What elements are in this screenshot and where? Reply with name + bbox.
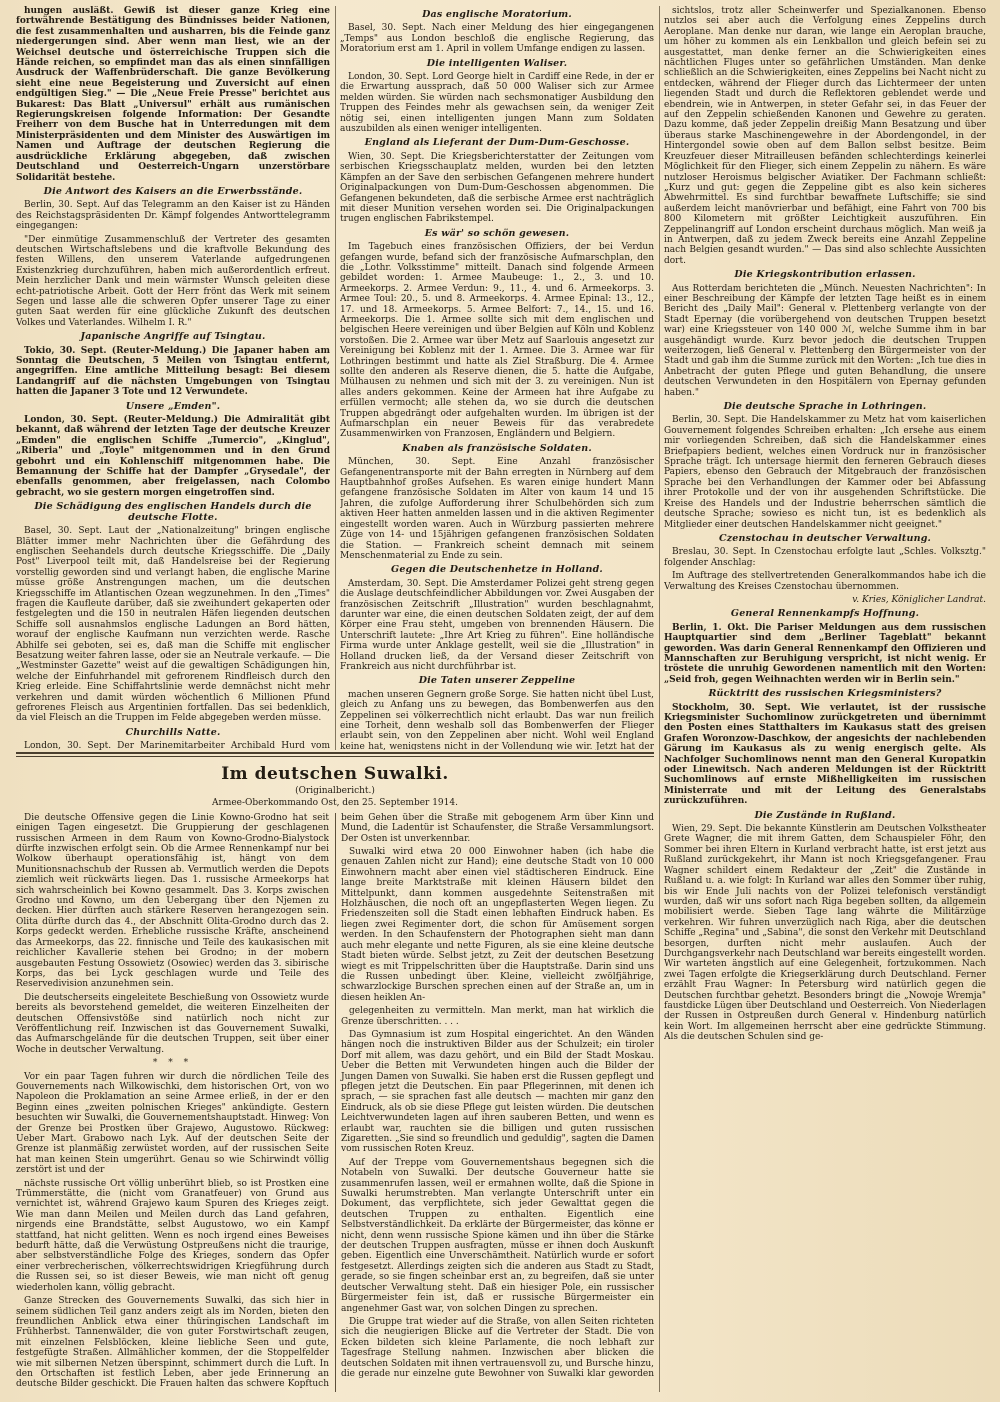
article-paragraph: Die deutsche Offensive gegen die Linie Kowno-Grodno hat seit einigen Tagen eingesetzt. Die Gruppierung der geschlagenen russischen Armeen in dem Raum von Kowno-Grodno-Bialystock dürfte inzwischen erfolgt sein. Ob die Armee Rennenkampf nur bei Wolkow überhaupt operationsfähig ist, hängt von dem Munitionsnachschub der Russen ab. Vermutlich werden die Depots ziemlich weit rückwärts liegen. Das 1. russische Armeekorps hat sich wahrscheinlich bei Kowno gesammelt. Das 3. Korps zwischen Grodno und Kowno, um den Uebergang über den Njemen zu decken. Hier dürften auch stärkere Reserven herangezogen sein. Olita dürfte durch das 4., der Abschnitt Olita-Grodno durch das 2. Korps gedeckt werden. Erhebliche russische Kräfte, anscheinend das Armeekorps, das 22. finnische und Teile des kaukasischen mit reichlicher Kavallerie stehen bei Grodno; in der mobern ausgebauten Festung Ossowietz (Osowiec) werden das 3. sibirische Korps, das bei Lyck geschlagen wurde und Teile des Reservedivision anzunehmen sein. <box>16 812 329 990</box>
article-paragraph: Berlin, 30. Sept. Auf das Telegramm an den Kaiser ist zu Händen des Reichstagspräsidenten Dr. Kämpf folgendes Antworttelegramm eingegangen: <box>16 200 330 232</box>
article-headline: England als Lieferant der Dum-Dum-Geschosse. <box>364 137 630 149</box>
article-paragraph: sichtslos, trotz aller Scheinwerfer und Spezialkanonen. Ebenso nutzlos sei aber auch die Verfolgung eines Zeppelins durch Aeroplane. Man denke nur daran, wie lange ein Aeroplan brauche, um höher zu kommen als ein Lenkballon und gleich befein sei zu ausgestattet, man denke ferner an die Schwierigkeiten eines nächtlichen Fluges unter so gefährlichen Umständen. Man denke schließlich an die Schwierigkeiten, eines Zeppelins bei Nacht nicht zu entdecken, während der Flieger durch das Lichtermeer der unten liegenden Stadt und durch die Reflektoren geblendet werde und ebendrein, wie in Antwerpen, in steter Gefahr sei, in das Feuer der auf den Zeppelin schießenden Kanonen und Gewehre zu geraten. Dazu komme, daß jeder Zeppelin dreißig Mann Besatzung und über überaus starke Maschinengewehre in der Abordengondel, in der Hintergondel sowie oben auf dem Ballon selbst besitze. Beim Kreuzfeuer dieser Mitrailleusen befänden schlechterdings keinerlei Möglichkeit für den Flieger, sich einem Zeppelin zu nähern. Es wäre nutzloser Heroismus belgischer Aviatiker. Der Fachmann schließt: „Kurz und gut: gegen die Zeppeline gibt es also kein sicheres Abwehrmittel. Es sind furchtbar bewaffnete Luftschiffe; sie sind außerdem leicht manövrierbar und befähigt, eine Fahrt von 700 bis 800 Kilometern mit größter Leichtigkeit auszuführen. Ein Zeppelinangriff auf London erscheint durchaus möglich. Man weiß ja in Antwerpen, daß zu jedem Zweck bereits eine Anzahl Zeppeline nach Belgien gesandt wurden." — Das sind also schlechte Aussichten dort. <box>664 6 986 266</box>
article-paragraph: Im Tagebuch eines französischen Offiziers, der bei Verdun gefangen wurde, befand sich der französische Aufmarschplan, den die „Lothr. Volksstimme" mitteilt. Danach sind folgende Armeen gebildet worden: 1. Armee Maubeuge: 1., 2., 3. und 10. Armeekorps. 2. Armee Verdun: 9., 11., 4. und 6. Armeekorps. 3. Armee Toul: 20., 5. und 8. Armeekorps. 4. Armee Epinal: 13., 12., 17. und 18. Armeekorps. 5. Armee Belfort: 7., 14., 15. und 16. Armeekorps. Die 1. Armee sollte sich mit dem englischen und belgischen Heere vereinigen und über Belgien auf Köln und Koblenz vorstoßen. Die 2. Armee war über Metz auf Saarlouis angesetzt zur Vereinigung bei Koblenz mit der 1. Armee. Die 3. Armee war für Lothringen bestimmt und hatte als Ziel Straßburg. Die 4. Armee sollte den anderen als Reserve dienen, die 5. hatte die Aufgabe, Mülhausen zu nehmen und sich mit der 3. zu vereinigen. Nun ist alles anders gekommen. Keine der Armeen hat ihre Aufgabe zu erfüllen vermocht; alle stehen da, wo sie durch die deutschen Truppen abgedrängt oder aufgehalten wurden. Im übrigen ist der Aufmarschplan ein neuer Beweis für das verabredete Zusammenwirken von Franzosen, Engländern und Belgiern. <box>340 242 654 440</box>
feature-title: Im deutschen Suwalki. <box>221 764 449 784</box>
article-paragraph: Die Gruppe trat wieder auf die Straße, von allen Seiten richteten sich die neugierigen Blicke auf die Vertreter der Stadt. Die von Ecken bildeten sich kleine Parlamente, die noch lebhaft zur Tagesfrage Stellung nahmen. Inzwischen aber blicken die deutschen Soldaten mit ihnen vertrauensvoll zu, und Bursche hinzu, die gerade nur einzelne gute Bewohner von Suwalki klar geworden <box>341 1316 654 1379</box>
article-headline: Knaben als französische Soldaten. <box>402 442 592 454</box>
article-headline: Unsere „Emden". <box>125 400 221 412</box>
article-headline: Gegen die Deutschenhetze in Holland. <box>391 564 603 576</box>
column-left <box>16 6 330 750</box>
article-headline: Das englische Moratorium. <box>422 9 572 20</box>
feature-subtitle: (Originalbericht.) <box>295 786 375 796</box>
article-headline: Rücktritt des russischen Kriegsministers? <box>708 688 942 700</box>
article-headline: Die Zustände in Rußland. <box>754 809 896 821</box>
article-paragraph: Ganze Strecken des Gouvernements Suwalki, das sich hier in seinem südlichen Teil ganz anders zeigt als im Norden, bieten den freundlichen Anblick etwa einer thüringischen Landschaft im Frühherbst. Tannenwälder, die von guter Forstwirtschaft zeugen, mit einzelnen Felsblöcken, kleine liebliche Seen und gute, festgefügte Straßen. Allmählicher kommen, der die Stoppelfelder wie mit silbernen Netzen überspinnt, schimmert durch die Luft. In den Ortschaften ist festlich Leben, aber jede Erinnerung an deutsche Bilder geschickt. Die Frauen halten das schwere Kopftuch beim Gehen über die Straße mit gebogenem Arm über Kinn und Mund, die Ladentür ist Schaufenster, die Straße Versammlungsort. Der Osten ist unverkennbar. <box>16 812 654 1390</box>
article-paragraph: München, 30. Sept. Eine Anzahl französischer Gefangenentransporte mit der Bahn erregten in Nürnberg auf dem Hauptbahnhof großes Aufsehen. Es waren einige hundert Mann gefangene französische Soldaten im Alter von kaum 14 und 15 Jahren, die zufolge Aufforderung ihrer Schulbehörden sich zum aktiven Heer hatten anmelden lassen und in die aktiven Regimenter eingestellt worden waren. Auch in Würzburg passierten mehrere Züge von 14- und 15jährigen gefangenen französischen Soldaten die Station. — Frankreich scheint demnach mit seinem Menschenmaterial zu Ende zu sein. <box>340 457 654 561</box>
feature-article <box>16 762 654 1392</box>
article-headline: Czenstochau in deutscher Verwaltung. <box>718 532 932 544</box>
article-paragraph: Vor ein paar Tagen fuhren wir durch die nördlichen Teile des Gouvernements nach Wilkowischki, dem historischen Ort, von wo Napoleon die Proklamation an seine Armee erließ, in der er den Beginn eines „zweiten polnischen Krieges" ankündigte. Gestern besuchten wir Suwalki, die Gouvernementshauptstadt. Hinweg: Von der Grenze bei Prostken über Grajewo, Augustowo. Rückweg: Ueber Mart. Grabowo nach Lyk. Auf der deutschen Seite der Grenze ist planmäßig zerwüstet worden, auf der russischen Seite hat man keinen Stein umgerührt. Genau so wie Schirwindt völlig zerstört ist und der <box>16 1071 329 1176</box>
article-paragraph: Breslau, 30. Sept. In Czenstochau erfolgte laut „Schles. Volksztg." folgender Anschlag: <box>664 547 986 568</box>
article-paragraph: gelegenheiten zu vermitteln. Man merkt, man hat wirklich die Grenze überschritten. . . . <box>341 1006 654 1027</box>
article-paragraph: Wien, 29. Sept. Die bekannte Künstlerin am Deutschen Volkstheater Grete Wagner, die mit ihrem Gatten, dem Schauspieler Föhr, den Sommer bei ihren Eltern in Kurland verbracht hatte, ist erst jetzt aus Rußland zurückgekehrt, ihr Mann ist noch Kriegsgefangener. Frau Wagner schildert einem Redakteur der „Zeit" die Zustände in Rußland u. a. wie folgt: In Kurland war alles den Sommer über ruhig, bis wir Ende Juli nachts von der Polizei telefonisch verständigt wurden, daß wir uns sofort nach Riga begeben sollten, da allgemein mobilisiert werde. Sieben Tage lang währte die Militärzüge verkehren. Wir fuhren unverzüglich nach Riga, aber die deutschen Schiffe „Regina" und „Sabina", die sonst den Verkehr mit Deutschland besorgen, durften nicht mehr auslaufen. Auch der Durchgangsverkehr nach Deutschland war bereits eingestellt worden. Wir warteten ängstlich auf eine Gelegenheit, fortzukommen. Nach zwei Tagen erfolgte die Kriegserklärung durch Deutschland. Ferner erzählt Frau Wagner: In Petersburg wird natürlich gegen die Deutschen furchtbar gehetzt. Besonders bringt die „Nowoje Wremja" faustdicke Lügen über Deutschland und Oesterreich. Von Niederlagen der Russen in Ostpreußen durch General v. Hindenburg natürlich kein Wort. Im allgemeinen herrscht aber eine gedrückte Stimmung. Als die deutschen Schulen sind ge- <box>664 824 986 1043</box>
article-paragraph: Wien, 30. Sept. Die Kriegsberichterstatter der Zeitungen vom serbischen Kriegsschauplatz melden, wurden bei den letzten Kämpfen an der Save den serbischen Gefangenen mehrere hundert Originalpackungen von Dum-Dum-Geschossen abgenommen. Die Gefangenen bekundeten, daß die serbische Armee erst nachträglich mit dieser Munition versehen worden sei. Die Originalpackungen trugen englischen Fabrikstempel. <box>340 151 654 225</box>
article-signature: v. Kries, Königlicher Landrat. <box>852 594 986 605</box>
article-headline: Japanische Angriffe auf Tsingtau. <box>80 331 266 343</box>
article-paragraph: London, 30. Sept. Lord George hielt in Cardiff eine Rede, in der er die Erwartung aussprach, daß 50 000 Waliser sich zur Armee melden würden. Sie würden nach sechsmonatiger Ausbildung den Truppen des Feindes mehr als gewachsen sein, da weniger Zeit nötig sei, einen intelligenten jungen Mann zum Soldaten auszubilden als einen weniger intelligenten. <box>340 72 654 135</box>
article-paragraph: Amsterdam, 30. Sept. Die Amsterdamer Polizei geht streng gegen die Auslage deutschfeindlicher Abbildungen vor. Zwei Ausgaben der französischen Zeitschrift „Illustration" wurden beschlagnahmt, darunter war eine, die einen deutschen Soldaten zeigt, der auf dem Körper eine Frau steht, umgeben von brennenden Häusern. Die Unterschrift lautete: „Ihre Art Krieg zu führen". Eine holländische Firma wurde unter Anklage gestellt, weil sie die „Illustration" in Holland drucken ließ, da der Versand dieser Zeitschrift von Frankreich aus nicht durchführbar ist. <box>340 578 654 672</box>
article-paragraph: London, 30. Sept. Der Marinemitarbeiter Archibald Hurd vom <box>24 741 330 750</box>
article-paragraph: Auf der Treppe vom Gouvernementshaus begegnen sich die Notabeln von Suwalki. Der deutsche Gouverneur hatte sie zusammenrufen lassen, weil er ermahnen wollte, daß die Spione in Suwalki herumstrebten. Man verlangte Unterschrift unter ein Dokument, das verpflichtete, sich jeder Gewalttat gegen die deutschen Truppen zu enthalten. Eigentlich eine Selbstverständlichkeit. Da erklärte der Bürgermeister, das könne er nicht, denn wenn russische Spione kämen und ihn über die Stärke der deutschen Truppen ausfragten, müsse er ihnen doch Auskunft geben. Eigentlich eine Unverschämtheit. Natürlich wurde er sofort festgesetzt. Allerdings zeigten sich die anderen aus Stadt zu Stadt, gerade, so sie fingen scheinbar erst an, zu begreifen, daß sie unter deutscher Verwaltung steht. Daß ein hiesiger Pole, ein russischer Bürgermeister fein ist, daß er russische Bürgermeister ein angenehmer Gast war, von solchen Dingen zu sprechen. <box>341 1157 654 1314</box>
article-headline: Die Antwort des Kaisers an die Erwerbsstände. <box>43 185 303 197</box>
article-paragraph: Berlin, 1. Okt. Die Pariser Meldungen aus dem russischen Hauptquartier sind dem „Berliner Tageblatt" bekannt geworden. Was darin General Rennenkampf den Offizieren und Mannschaften zur Beruhigung verspricht, ist nicht wenig. Er tröstete die unruhig Gewordenen namentlich mit den Worten: „Seid froh, gegen Weihnachten werden wir in Berlin sein." <box>664 622 986 685</box>
article-paragraph: nächste russische Ort völlig unberührt blieb, so ist Prostken eine Trümmerstätte, die (nicht vom Granatfeuer) von Grund aus vernichtet ist, während Grajewo kaum Spuren des Krieges zeigt. Wie man dann Meilen und Meilen durch das Land gefahren, nirgends eine Brandstätte, selbst Augustowo, wo ein Kampf stattfand, hat nicht gelitten. Wenn es noch irgend eines Beweises bedurft hätte, daß die Verwüstung Ostpreußens nicht die traurige, aber selbstverständliche Folge des Krieges, sondern das Opfer einer verbrecherischen, völkerrechtswidrigen Kriegführung durch die Russen sei, so ist dieser Beweis, wie man nicht oft genug wiederholen kann, völlig gebracht. <box>16 1178 329 1293</box>
article-paragraph: Basel, 30. Sept. Nach einer Meldung des hier eingegangenen „Temps" aus London beschloß die englische Regierung, das Moratorium erst am 1. April in vollem Umfange endigen zu lassen. <box>340 23 654 55</box>
article-headline: Die intelligenten Waliser. <box>426 57 568 69</box>
article-paragraph: Berlin, 30. Sept. Die Handelskammer zu Metz hat vom kaiserlichen Gouvernement folgendes Schreiben erhalten: „Ich ersehe aus einem mir vorliegenden Schreiben, daß sich die Handelskammer eines Briefpapiers bedient, welches einen Vordruck nur in französischer Sprache trägt. Ich untersage hiermit den ferneren Gebrauch dieses Papiers, ebenso den Gebrauch der Mitgebrauch der französischen Sprache bei den Verhandlungen der Kammer oder bei Abfassung ihrer Protokolle und der von ihr ausgehenden Schriftstücke. Die Kreise des Handels und der Industrie beherrschen sämtlich die deutsche Sprache; sowieso es nicht tun, ist es bedenklich als Mitglieder einer deutschen Handelskammer nicht geeignet." <box>664 415 986 530</box>
article-paragraph: machen unseren Gegnern große Sorge. Sie hatten nicht übel Lust, gleich zu Anfang uns zu bewegen, das Bombenwerfen aus den Zeppelinen sei völkerrechtlich nicht erlaubt. Das war nun freilich eine Torheit, denn weshalb soll das Bombenwerfen der Flieger erlaubt sein, von den Zeppelinen aber nicht. Wohl weil England keine hat, wenigstens nicht in der Vollendung wie wir. Jetzt hat der <box>340 689 654 750</box>
article-paragraph: Im Auftrage des stellvertretenden Generalkommandos habe ich die Verwaltung des Kreises Czenstochau übernommen. <box>664 571 986 592</box>
article-headline: Die Kriegskontribution erlassen. <box>734 269 916 281</box>
article-paragraph: Das Gymnasium ist zum Hospital eingerichtet. An den Wänden hängen noch die instruktiven Bilder aus der Schulzeit; ein tiroler Dorf mit allem, was dazu gehört, und ein Bild der Stadt Moskau. Ueber die Betten mit Verwundeten hingen auch die Bilder der Jungen Damen von Suwalki. Sie haben erst die Russen gepflegt und pflegen jetzt die Deutschen. Ein paar Pflegerinnen, mit denen ich sprach, — sie sprachen fast alle deutsch — machten mir ganz den Eindruck, als ob sie diese Pflege gut leisten würden. Die deutschen Leichtverwundeten lagen auf ihren sauberen Betten, und wenn es erlaubt war, rauchten sie die billigen und guten russischen Zigaretten. „Sie sind so freundlich und geduldig", sagten die Damen vom russischen Roten Kreuz. <box>341 1029 654 1155</box>
article-paragraph: "Der einmütige Zusammenschluß der Vertreter des gesamten deutschen Wirtschaftslebens und die kraftvolle Bekundung des festen Willens, den unserem Vaterlande aufgedrungenen Existenzkrieg durchzuführen, haben mich außerordentlich erfreut. Mein herzlicher Dank und mein wärmster Wunsch geleiten diese echt-patriotische Arbeit. Gott der Herr frönt das Werk mit seinem Segen und lasse alle die schweren Opfer unserer Tage zu einer guten Saat werden für eine glückliche Zukunft des deutschen Volkes und Vaterlandes. Wilhelm I. R." <box>16 234 330 328</box>
article-headline: General Rennenkampfs Hoffnung. <box>730 608 920 620</box>
article-paragraph: Stockholm, 30. Sept. Wie verlautet, ist der russische Kriegsminister Suchomlinow zurückgetreten und übernimmt den Posten eines Statthalters im Kaukasus statt des greisen Grafen Woronzow-Daschkow, der angesichts der nachlebenden Gärung im Kaukasus als zu wenig energisch gelte. Als Nachfolger Suchomlinows nennt man den General Kuropatkin oder Linewitsch. Nach anderen Meldungen ist der Rücktritt Suchomlinows auf ernste Mißhelligkeiten im russischen Ministerrate und mit der Leitung des Generalstabs zurückzuführen. <box>664 702 986 807</box>
column-rule <box>659 6 660 1392</box>
article-paragraph: hungen ausläßt. Gewiß ist dieser ganze Krieg eine fortwährende Bestätigung des Bündnisses beider Nationen, die fest zusammenhalten und ausharren, bis die Feinde ganz niedergerungen sind. Aber wenn man liest, wie an der Weichsel deutsche und österreichische Truppen sich die Hände reichen, so empfindet man das als einen sinnfälligen Ausdruck der Waffenbrüderschaft. Die ganze Bevölkerung sieht eine neue Begeisterung und Zuversicht auf einen endgültigen Sieg." — Die „Neue Freie Presse" berichtet aus Bukarest: Das Blatt „Universul" erhält aus rumänischen Regierungskreisen folgende Information: Der Gesandte Freiherr von dem Busche hat in Unterredungen mit dem Ministerpräsidenten und dem Minister des Auswärtigen im Namen und Auftrage der deutschen Regierung die ausdrückliche Erklärung abgegeben, daß zwischen Deutschland und Oesterreich-Ungarn unzerstörbare Solidarität bestehe. <box>16 6 330 183</box>
section-separator: * * * <box>152 1058 193 1069</box>
article-paragraph: Die deutscherseits eingeleitete Beschießung von Ossowietz wurde bereits als bevorstehend gemeldet, die weiteren Einzelheiten der deutschen Offensivstöße sind natürlich noch nicht zur Veröffentlichung reif. Inzwischen ist das Gouvernement Suwalki, das Aufmarschgelände für die deutschen Truppen, seit über einer Woche in deutscher Verwaltung. <box>16 992 329 1055</box>
article-headline: Die deutsche Sprache in Lothringen. <box>723 401 927 413</box>
article-paragraph: London, 30. Sept. (Reuter-Meldung.) Die Admiralität gibt bekannt, daß während der letzten Tage der deutsche Kreuzer „Emden" die englischen Schiffe „Tumercio", „Kinglud", „Riberia" und „Toyle" mitgenommen und in den Grund gebohrt und ein Kohlenschiff mitgenommen habe. Die Bemannung der Schiffe hat der Dampfer „Grysedale", der ebenfalls genommen, aber freigelassen, nach Colombo gebracht, wo sie gestern morgen eingetroffen sind. <box>16 415 330 498</box>
column-right <box>664 6 986 1392</box>
column-rule <box>335 6 336 750</box>
article-headline: Es wär' so schön gewesen. <box>424 227 570 239</box>
feature-dateline: Armee-Oberkommando Ost, den 25. September 1914. <box>212 798 458 809</box>
section-rule <box>16 752 654 754</box>
article-headline: Die Schädigung des englischen Handels durch die deutsche Flotte. <box>34 501 312 523</box>
article-paragraph: Tokio, 30. Sept. (Reuter-Meldung.) Die Japaner haben am Sonntag die Deutschen, 5 Meilen von Tsingtau entfernt, angegriffen. Eine amtliche Mitteilung besagt: Bei diesem Landangriff auf die nächsten Umgebungen von Tsingtau hatten die Japaner 3 Tote und 12 Verwundete. <box>16 345 330 398</box>
article-paragraph: Basel, 30. Sept. Laut der „Nationalzeitung" bringen englische Blätter immer mehr Nachrichten über die Gefährdung des englischen Seehandels durch deutsche Kriegsschiffe. Die „Daily Post" Liverpool teilt mit, daß Handelsreise bei der Regierung vorstellig geworden sind und verlangt haben, die englische Marine müsse größe Anstrengungen machen, um die deutschen Kriegsschiffe im Atlantischen Ozean wegzunehmen. In den „Times" fragen die Kaufleute darüber, daß sie zweihundert gekaperten oder festgelegten und die 150 in neutralen Häfen liegenden deutschen Schiffe soll ausnahmslos englische Ladungen an Bord hätten, worauf der englische Kaufmann nun verzichten werde. Rasche Abhilfe sei geboten, sei es, daß man die Schiffe mit englischer Besatzung weiter fahren lasse, oder sie an Neutrale verkaufe. — Die „Westminster Gazette" weist auf die gewaltigen Schädigungen hin, welche der Einfuhrhandel mit gefrorenem Rindfleisch durch den Krieg erleide. Eine Schiffahrtslinie werde demnächst nicht mehr verkehren und damit würden wöchentlich 6 Millionen Pfund gefrorenes Fleisch aus Argentinien fortfallen. Das sei bedenklich, da viel Fleisch an die Truppen im Felde abgegeben werden müsse. <box>16 526 330 724</box>
article-headline: Churchills Natte. <box>125 726 221 738</box>
section-rule <box>16 756 654 757</box>
article-headline: Die Taten unserer Zeppeline <box>418 675 576 687</box>
article-paragraph: Aus Rotterdam berichteten die „Münch. Neuesten Nachrichten": In einer Beschreibung der Kämpfe der letzten Tage heißt es in einem Bericht des „Daily Mail": General v. Plettenberg verlangte von der Stadt Epernay (die vorübergehend von deutschen Truppen besetzt war) eine Kriegssteuer von 140 000 ℳ, welche Summe ihm in bar ausgehändigt wurde. Kurz bevor jedoch die deutschen Truppen weiterzogen, ließ General v. Plettenberg den Bürgermeister von der Stadt und gab ihm die Summe zurück mit den Worten: „Ich tue dies in Anbetracht der guten Pflege und guten Behandlung, die unsere deutschen Verwundeten in den Hospitälern von Epernay gefunden haben." <box>664 283 986 398</box>
article-paragraph: Suwalki wird etwa 20 000 Einwohner haben (ich habe die genauen Zahlen nicht zur Hand); eine deutsche Stadt von 10 000 Einwohnern macht aber einen viel städtischeren Eindruck. Eine lange breite Marktstraße mit kleinen Häusern bildet den Mittelpunkt, dann kommen ausgedehnte Seitenstraßen mit Holzhäuschen, die noch oft an ungepflasterten Wegen liegen. Zu Friedenszeiten soll die Stadt einen lebhaften Eindruck haben. Es liegen zwei Regimenter dort, die schon für Amüsement sorgen werden. In den Schaufenstern der Photographen sieht man dann auch mehr elegante und nette Figuren, als sie eine kleine deutsche Stadt bieten würde. Selbst jetzt, zu Zeit der deutschen Besetzung wiegt es mit Trippelschritten über die Hauptstraße. Darin sind uns die Russen unbedingt über. Kleine, vielleicht zwölfjährige, schwarzlockige Burschen sprechen einen auf der Straße an, um in diesen heiklen An- <box>341 847 654 1003</box>
column-middle <box>340 6 654 750</box>
